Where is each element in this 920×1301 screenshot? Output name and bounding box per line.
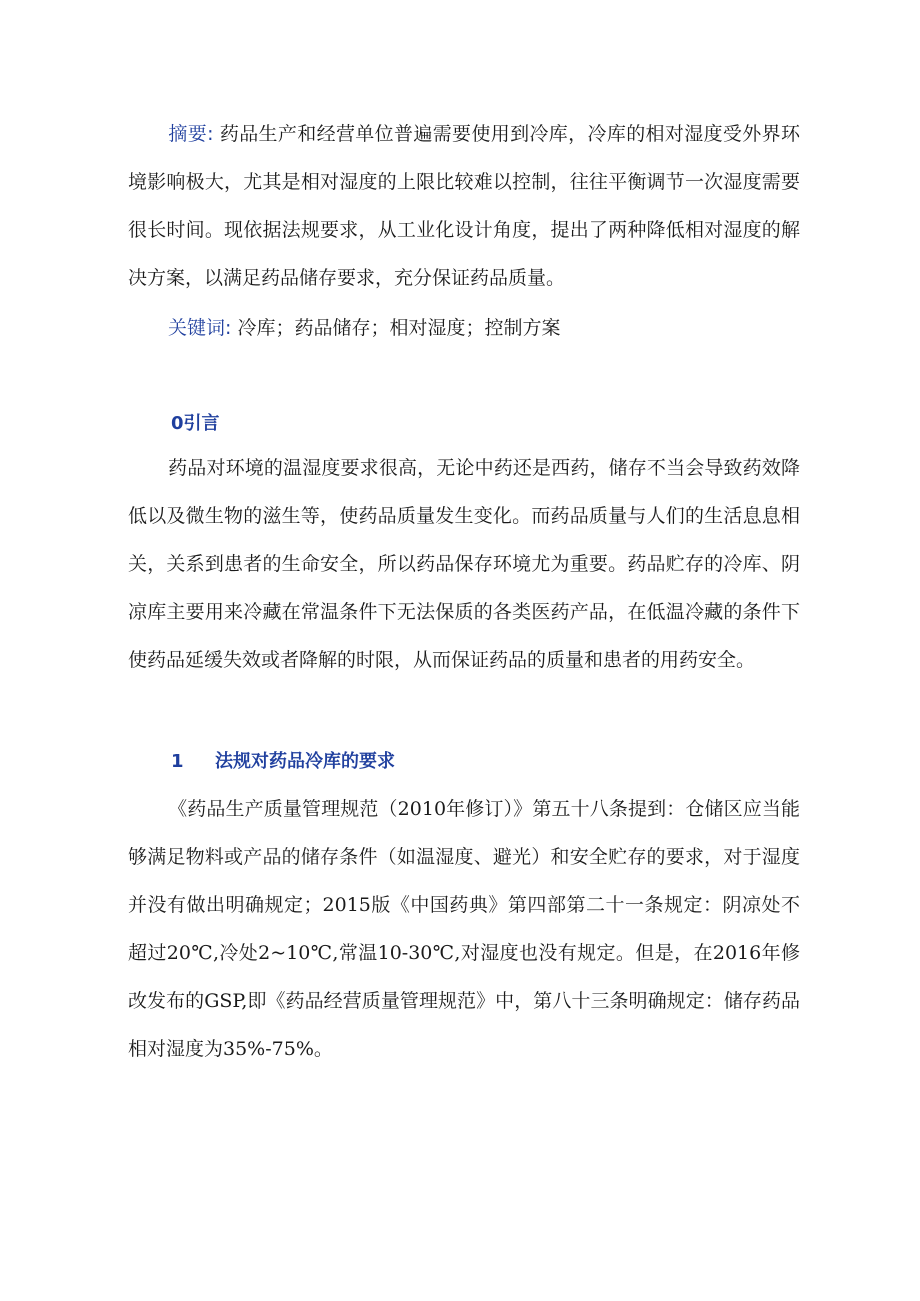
abstract-paragraph — [128, 110, 800, 302]
keywords-text: 冷库；药品储存；相对湿度；控制方案 — [237, 317, 561, 339]
section-1-title: 法规对药品冷库的要求 — [215, 751, 395, 772]
section-0-heading: 0引言 — [171, 413, 220, 434]
section-1-number: 1 — [171, 751, 184, 772]
section-1-paragraph — [128, 785, 800, 1073]
section-0-paragraph — [128, 444, 800, 684]
section-1-heading — [171, 750, 395, 774]
abstract-separator: : — [207, 123, 220, 145]
keywords-separator: : — [225, 317, 238, 339]
keywords-paragraph — [128, 304, 800, 352]
abstract-label: 摘要 — [168, 123, 208, 145]
section-0-text: 药品对环境的温湿度要求很高，无论中药还是西药，储存不当会导致药效降低以及微生物的滋生等，使药品质量发生变化。而药品质量与人们的生活息息相关，关系到患者的生命安全，所以药品保存环境尤为重要。药品贮存的冷库、阴凉库主要用来冷藏在常温条件下无法保质的各类医药产品，在低温冷藏的条件下使药品延缓失效或者降解的时限，从而保证药品的质量和患者的用药安全。 — [128, 457, 800, 671]
section-1-text: 《药品生产质量管理规范（2010年修订）》第五十八条提到：仓储区应当能够满足物料或产品的储存条件（如温湿度、避光）和安全贮存的要求，对于湿度并没有做出明确规定；2015版《中国药典》第四部第二十一条规定：阴凉处不超过20℃,冷处2~10℃,常温10-30℃,对湿度也没有规定。但是，在2016年修改发布的GSP,即《药品经营质量管理规范》中，第八十三条明确规定：储存药品相对湿度为35%-75%。 — [128, 798, 800, 1060]
abstract-text: 药品生产和经营单位普遍需要使用到冷库，冷库的相对湿度受外界环境影响极大，尤其是相对湿度的上限比较难以控制，往往平衡调节一次湿度需要很长时间。现依据法规要求，从工业化设计角度，提出了两种降低相对湿度的解决方案，以满足药品储存要求，充分保证药品质量。 — [128, 123, 800, 289]
keywords-label: 关键词 — [168, 317, 226, 339]
